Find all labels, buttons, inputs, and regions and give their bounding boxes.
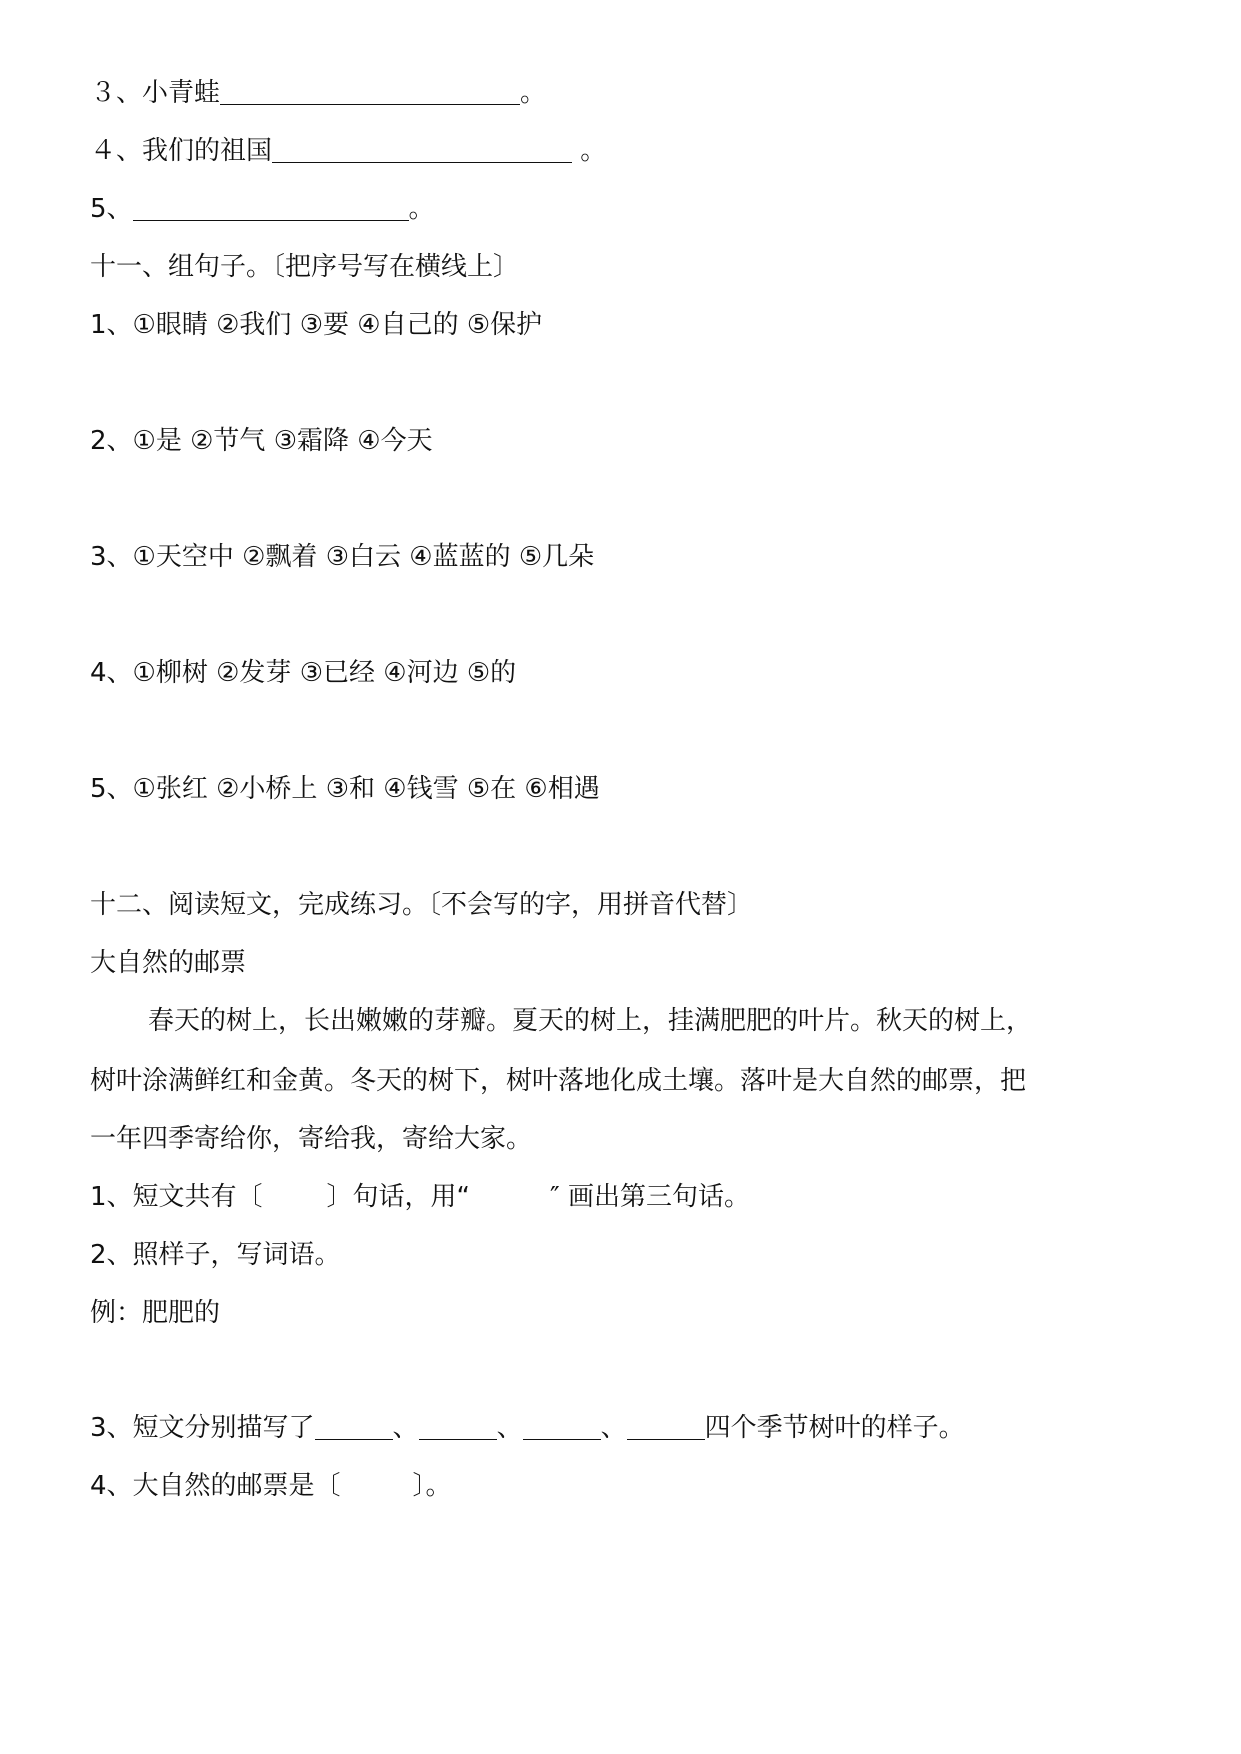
- answer-blank[interactable]: [419, 1413, 497, 1440]
- question-4-part-b: 〕。: [412, 1471, 452, 1501]
- fill-line-3-prefix: ３、小青蛙: [90, 78, 221, 108]
- answer-blank[interactable]: [627, 1413, 705, 1440]
- question-2: 2、照样子，写词语。: [90, 1240, 341, 1270]
- answer-blank[interactable]: [220, 78, 520, 105]
- answer-blank[interactable]: [315, 1413, 393, 1440]
- passage-line: 一年四季寄给你，寄给我，寄给大家。: [90, 1124, 533, 1154]
- question-1-part-c: ″ 画出第三句话。: [550, 1182, 751, 1212]
- example-line: 例：肥肥的: [90, 1298, 221, 1328]
- separator: 、: [496, 1413, 523, 1443]
- fill-line-5: [90, 191, 435, 227]
- question-1-part-a: 1、短文共有〔: [90, 1182, 263, 1212]
- question-4: [90, 1468, 452, 1504]
- passage-title: 大自然的邮票: [90, 948, 247, 978]
- separator: 、: [600, 1413, 627, 1443]
- answer-blank[interactable]: [272, 136, 572, 163]
- question-3-suffix: 四个季节树叶的样子。: [704, 1413, 965, 1443]
- separator: 、: [392, 1413, 419, 1443]
- sentence-item: 4、①柳树 ②发芽 ③已经 ④河边 ⑤的: [90, 658, 517, 688]
- fill-line-3: [90, 75, 546, 111]
- answer-blank[interactable]: [523, 1413, 601, 1440]
- passage-line: 春天的树上，长出嫩嫩的芽瓣。夏天的树上，挂满肥肥的叶片。秋天的树上，: [148, 1006, 1033, 1036]
- sentence-item: 1、①眼睛 ②我们 ③要 ④自己的 ⑤保护: [90, 310, 543, 340]
- fill-line-3-suffix: 。: [520, 78, 547, 108]
- question-3: [90, 1410, 965, 1446]
- question-1: [90, 1179, 750, 1215]
- passage-line: 树叶涂满鲜红和金黄。冬天的树下，树叶落地化成土壤。落叶是大自然的邮票，把: [90, 1066, 1027, 1096]
- question-3-prefix: 3、短文分别描写了: [90, 1413, 315, 1443]
- fill-line-4-prefix: ４、我们的祖国: [90, 136, 273, 166]
- question-4-part-a: 4、大自然的邮票是〔: [90, 1471, 341, 1501]
- sentence-item: 3、①天空中 ②飘着 ③白云 ④蓝蓝的 ⑤几朵: [90, 542, 595, 572]
- question-1-part-b: 〕句话，用“: [326, 1182, 471, 1212]
- sentence-item: 2、①是 ②节气 ③霜降 ④今天: [90, 426, 433, 456]
- fill-line-5-suffix: 。: [408, 194, 435, 224]
- fill-line-5-prefix: 5、: [90, 194, 133, 224]
- sentence-item: 5、①张红 ②小桥上 ③和 ④钱雪 ⑤在 ⑥相遇: [90, 774, 600, 804]
- answer-blank[interactable]: [133, 194, 409, 221]
- fill-line-4-suffix: 。: [572, 136, 607, 166]
- section-11-title: 十一、组句子。〔把序号写在横线上〕: [90, 252, 520, 282]
- fill-line-4: [90, 133, 606, 169]
- section-12-title: 十二、阅读短文，完成练习。〔不会写的字，用拼音代替〕: [90, 890, 754, 920]
